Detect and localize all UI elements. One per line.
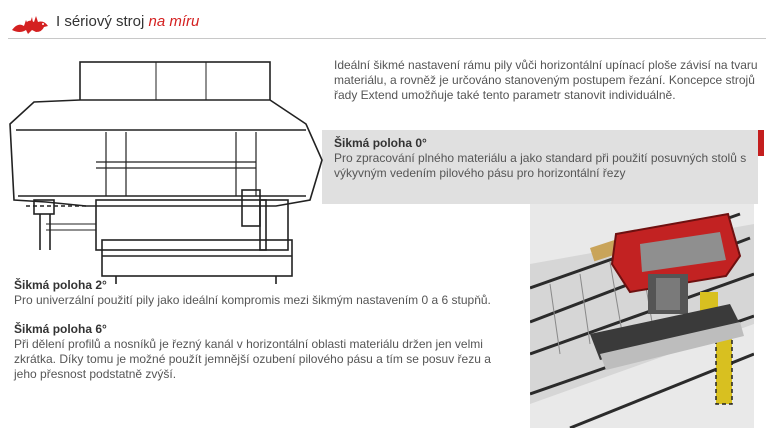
dragon-logo-icon <box>10 10 52 36</box>
header-divider <box>8 38 766 39</box>
page-title: I sériový stroj na míru <box>56 13 200 30</box>
position-6-text: Při dělení profilů a nosníků je řezný kanál v horizontální oblasti materiálu držen jen velmi zkrátka. Díky tomu je možné použít jemnější ozubení pilového pásu a tím se posuv řezu a jeho přesnost podstatně zvýší. <box>14 337 491 381</box>
position-0-text: Pro zpracování plného materiálu a jako standard při použití posuvných stolů s výkyvným vedením pilového pásu pro horizontální řezy <box>334 151 747 180</box>
position-2-text: Pro univerzální použití pily jako ideální kompromis mezi šikmým nastavením 0 a 6 stupňů. <box>14 293 491 307</box>
intro-text: Ideální šikmé nastavení rámu pily vůči horizontální upínací ploše závisí na tvaru materiálu, a rovněž je určováno stanoveným postupem řezání. Koncepce strojů řady Extend umožňuje také tento parametr stanovit individuálně. <box>334 58 758 102</box>
band-saw-line-drawing <box>6 50 324 284</box>
position-6-heading: Šikmá poloha 6° <box>14 322 107 336</box>
position-2-section <box>14 278 514 308</box>
position-2-heading: Šikmá poloha 2° <box>14 278 107 292</box>
page-header <box>0 0 774 44</box>
position-6-section <box>14 322 514 382</box>
position-0-heading: Šikmá poloha 0° <box>334 136 427 150</box>
active-tab-marker <box>758 130 764 156</box>
band-saw-machine-photo <box>530 204 754 428</box>
position-0-section <box>334 136 754 181</box>
